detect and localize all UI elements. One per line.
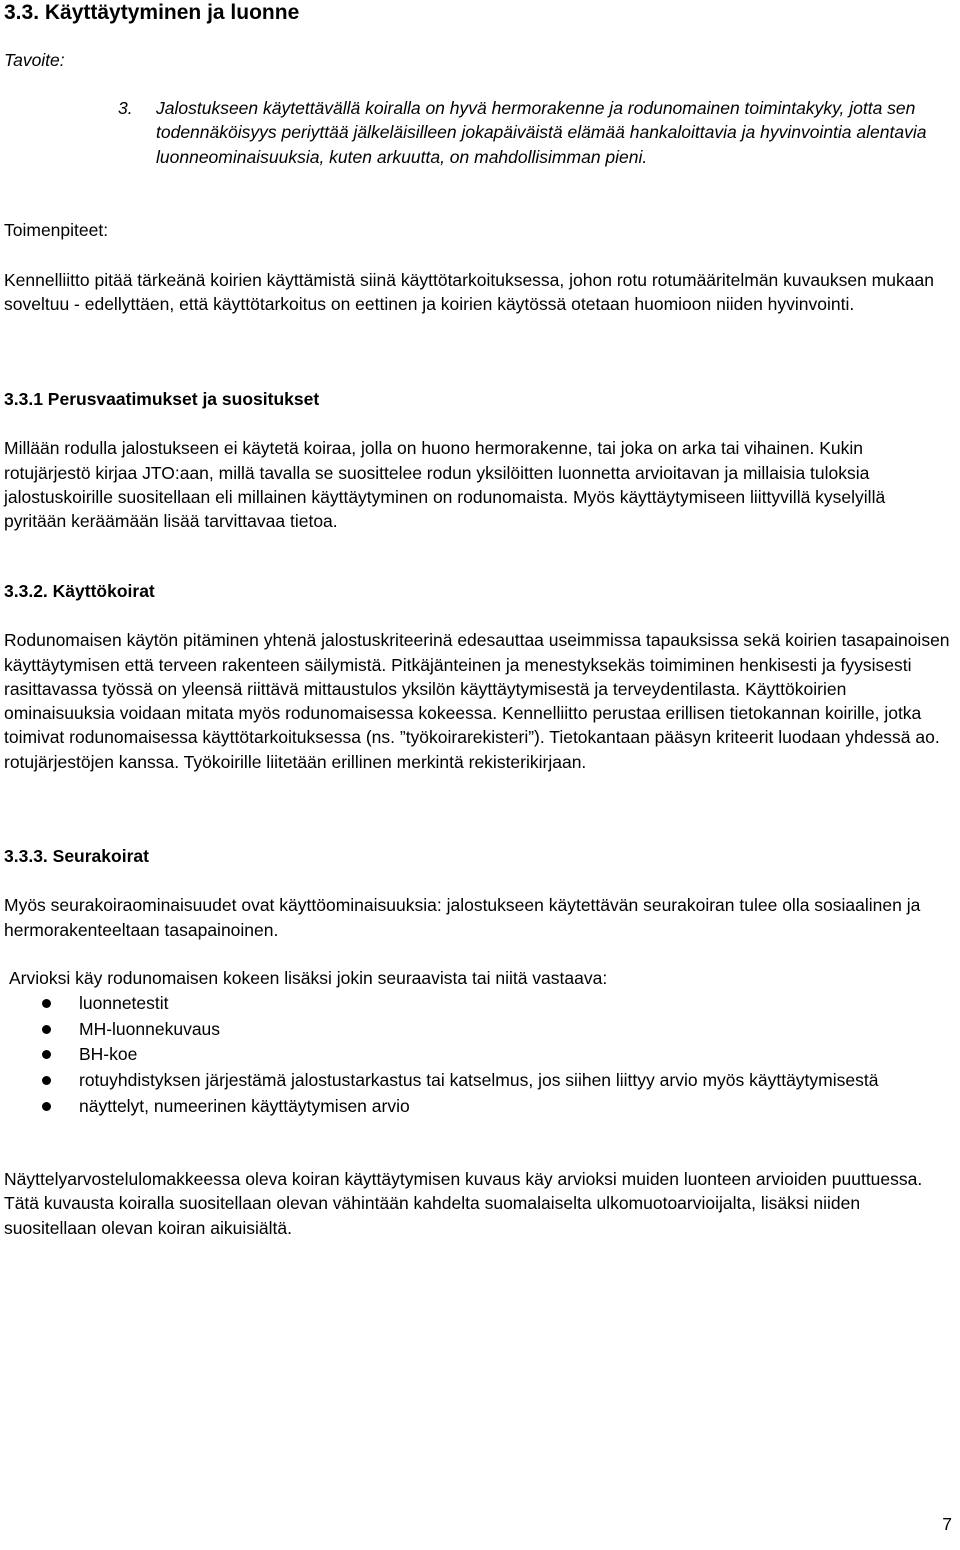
goal-item-number: 3.: [118, 98, 133, 118]
assessment-list-block: [4, 991, 904, 1118]
subsection-paragraph: Myös seurakoiraominaisuudet ovat käyttöominaisuuksia: jalostukseen käytettävän seurakoiran tulee olla sosiaalinen ja hermorakenteeltaan tasapainoinen.: [4, 895, 921, 940]
page-number: 7: [942, 1514, 952, 1534]
intro-block: [4, 268, 952, 317]
list-item: luonnetestit: [4, 991, 904, 1015]
subsection-paragraph: Millään rodulla jalostukseen ei käytetä koiraa, jolla on huono hermorakenne, tai joka on arka tai vihainen. Kukin rotujärjestö kirjaa JTO:aan, millä tavalla se suosittelee rodun yksilöitten luonnetta arvioitavan ja millaisia tuloksia jalostuskoirille suositellaan eli millainen käyttäytyminen on rodunomaista. Myös käyttäytymiseen liittyvillä kyselyillä pyritään keräämään lisää tarvittavaa tietoa.: [4, 438, 886, 532]
closing-paragraph: Näyttelyarvostelulomakkeessa oleva koiran käyttäytymisen kuvaus käy arvioksi muiden luonteen arvioiden puuttuessa. Tätä kuvausta koiralla suositellaan olevan vähintään kahdelta suomalaiselta ulkomuotoarvioijalta, lisäksi niiden suositellaan olevan koiran aikuisiältä.: [4, 1169, 923, 1238]
section-title: 3.3. Käyttäytyminen ja luonne: [4, 1, 300, 24]
subsection-basic-requirements: [4, 387, 952, 533]
goal-item-text: Jalostukseen käytettävällä koiralla on hyvä hermorakenne ja rodunomainen toimintakyky, jotta sen todennäköisyys periyttää jälkeläisilleen jokapäiväistä elämää hankaloittavia ja hyvinvointia alentavia luonneominaisuuksia, kuten arkuutta, on mahdollisimman pieni.: [156, 98, 927, 167]
subsection-heading: 3.3.1 Perusvaatimukset ja suositukset: [4, 389, 320, 409]
bullet-icon: [42, 1102, 51, 1111]
bullet-icon: [42, 999, 51, 1008]
list-item: MH-luonnekuvaus: [4, 1017, 904, 1041]
subsection-working-dogs: [4, 579, 952, 774]
list-item: näyttelyt, numeerinen käyttäytymisen arvio: [4, 1094, 904, 1118]
list-item: BH-koe: [4, 1042, 904, 1066]
assessment-list: [4, 991, 904, 1118]
bullet-icon: [42, 1025, 51, 1034]
list-intro-block: [4, 966, 957, 990]
goal-item: [118, 96, 938, 169]
subsection-heading: 3.3.2. Käyttökoirat: [4, 581, 155, 601]
intro-paragraph: Kennelliitto pitää tärkeänä koirien käyttämistä siinä käyttötarkoituksessa, johon rotu rotumääritelmän kuvauksen mukaan soveltuu - edellyttäen, että käyttötarkoitus on eettinen ja koirien käytössä otetaan huomioon niiden hyvinvointi.: [4, 270, 934, 315]
measures-label: Toimenpiteet:: [4, 220, 109, 240]
subsection-companion-dogs: [4, 844, 952, 942]
list-item: rotuyhdistyksen järjestämä jalostustarkastus tai katselmus, jos siihen liittyy arvio myös käyttäytymisestä: [4, 1068, 899, 1092]
goal-label: Tavoite:: [4, 50, 65, 70]
subsection-heading: 3.3.3. Seurakoirat: [4, 846, 149, 866]
list-intro: Arvioksi käy rodunomaisen kokeen lisäksi jokin seuraavista tai niitä vastaava:: [9, 968, 608, 988]
bullet-icon: [42, 1050, 51, 1059]
closing-block: [4, 1167, 952, 1240]
subsection-paragraph: Rodunomaisen käytön pitäminen yhtenä jalostuskriteerinä edesauttaa useimmissa tapauksissa sekä koirien tasapainoisen käyttäytymisen että terveen rakenteen säilymistä. Pitkäjänteinen ja menestyksekäs toimiminen henkisesti ja fyysisesti rasittavassa työssä on yleensä riittävä mittaustulos yksilön käyttäytymisestä ja terveydentilasta. Käyttökoirien ominaisuuksia voidaan mitata myös rodunomaisessa kokeessa. Kennelliitto perustaa erillisen tietokannan koirille, jotka toimivat rodunomaisessa käyttötarkoituksessa (ns. ”työkoirarekisteri”). Tietokantaan pääsyn kriteerit luodaan yhdessä ao. rotujärjestöjen kanssa. Työkoirille liitetään erillinen merkintä rekisterikirjaan.: [4, 630, 950, 772]
bullet-icon: [42, 1076, 51, 1085]
